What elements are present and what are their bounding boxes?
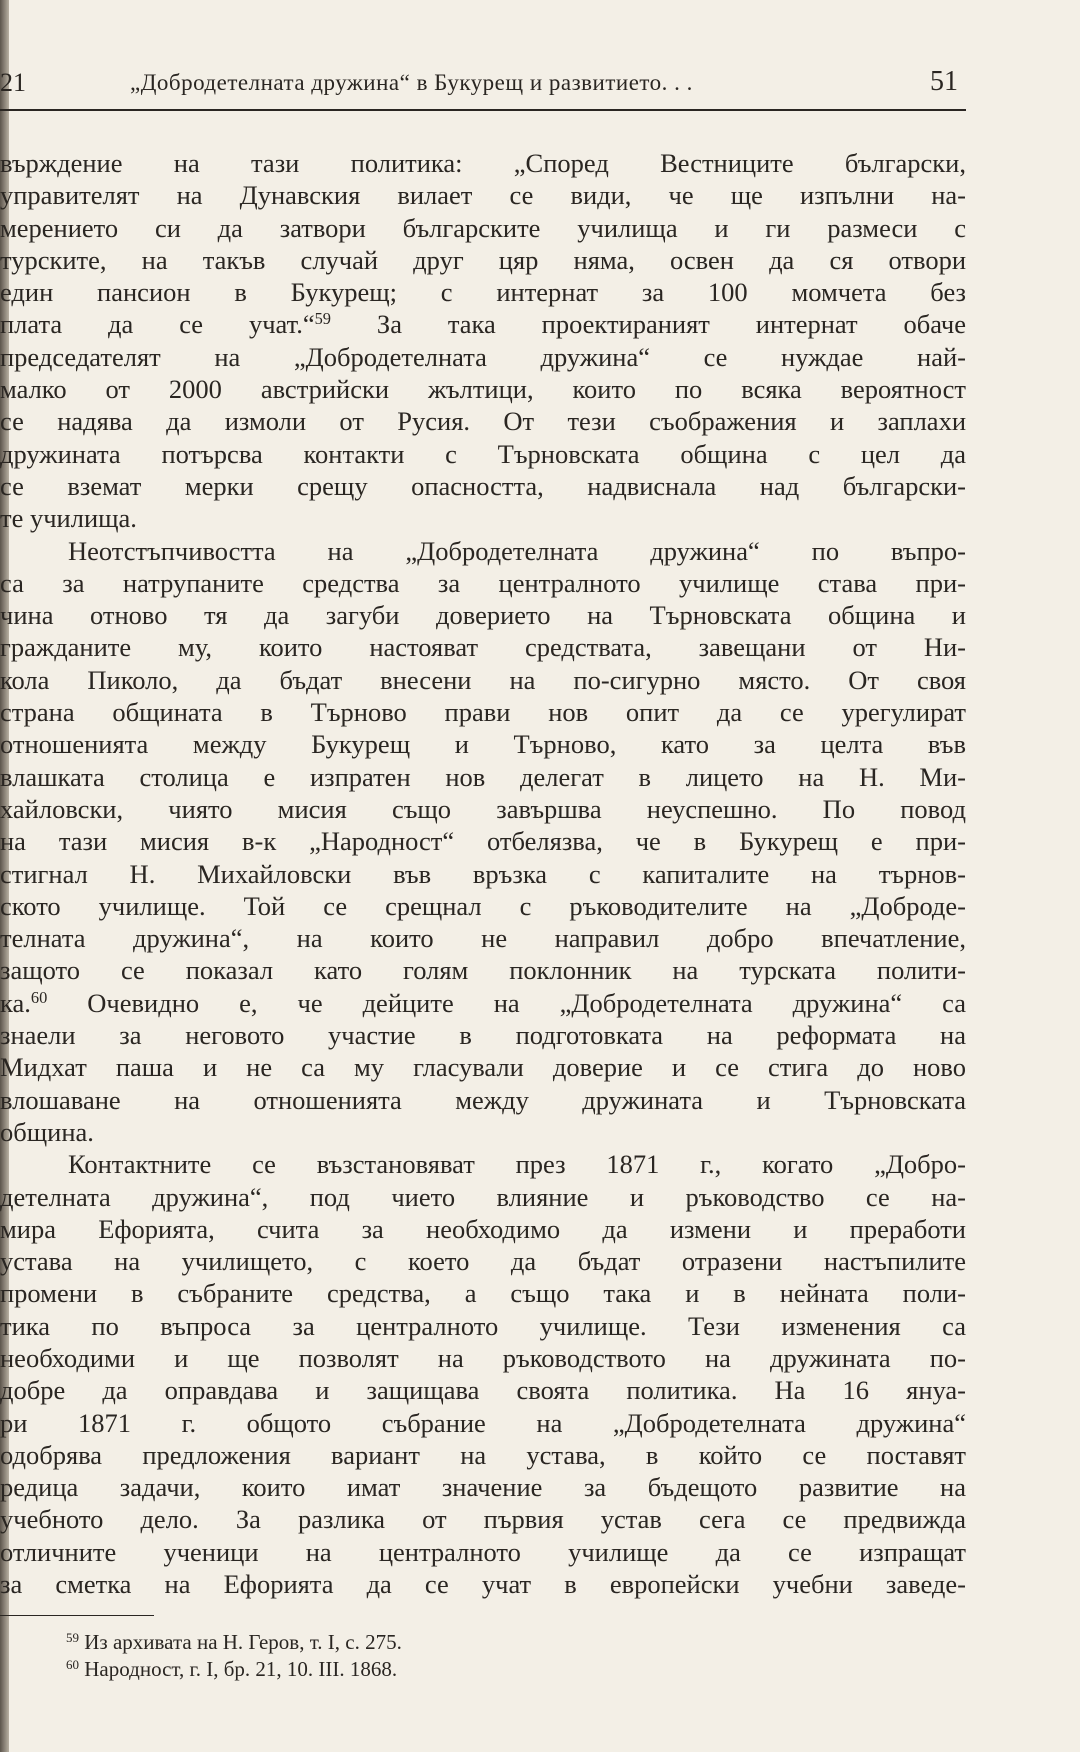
text-line-content: дружината потърсва контакти с Търновската община с цел да: [0, 438, 966, 469]
text-line-content: ското училище. Той се срещнал с ръководителите на „Доброде-: [0, 890, 966, 921]
text-line-content: промени в събраните средства, а също така и в нейната поли-: [0, 1278, 966, 1309]
footnote: [66, 1656, 946, 1683]
text-line-content: председателят на „Добродетелната дружина“ се нуждае най-: [0, 341, 966, 372]
text-line-content: тика по въпроса за централното училище. Тези изменения са: [0, 1310, 966, 1341]
text-line: [0, 987, 966, 1019]
text-line: [0, 1148, 966, 1180]
text-line: [0, 438, 966, 470]
text-line-content: турските, на такъв случай друг цяр няма, освен да ся отвори: [0, 244, 966, 275]
text-line-content: устава на училището, с което да бъдат отразени настъпилите: [0, 1246, 966, 1277]
text-line: [0, 696, 966, 728]
text-line: [0, 308, 966, 340]
text-line: [0, 1568, 966, 1600]
text-line-content: отличните ученици на централното училище да се изпращат: [0, 1536, 966, 1567]
body-text: [0, 147, 966, 1600]
text-line-content: Неотстъпчивостта на „Добродетелната дружина“ по въпро-: [68, 535, 966, 566]
text-line: [0, 664, 966, 696]
text-line: [0, 825, 966, 857]
text-line: [0, 761, 966, 793]
text-line-content: за сметка на Ефорията да се учат в европейски учебни заведе-: [0, 1569, 966, 1600]
running-title: „Добродетелната дружина“ в Букурещ и развитието. . .: [130, 70, 693, 95]
text-line: [0, 1439, 966, 1471]
text-line-content: чина отново тя да загуби доверието на Търновската община и: [0, 600, 966, 631]
footnote-text: Народност, г. I, бр. 21, 10. III. 1868.: [79, 1657, 398, 1681]
text-line: [0, 212, 966, 244]
text-line-content: един пансион в Букурещ; с интернат за 100 момчета без: [0, 277, 966, 308]
text-line-content: Контактните се възстановяват през 1871 г., когато „Добро-: [68, 1149, 966, 1180]
page-number-left: 21: [0, 68, 26, 97]
text-line: [0, 1407, 966, 1439]
text-line: [0, 599, 966, 631]
text-line: [0, 1342, 966, 1374]
text-line-content: защото се показал като голям поклонник на турската полити-: [0, 955, 966, 986]
text-line-content: влошаване на отношенията между дружината и Търновската: [0, 1084, 966, 1115]
text-line: [0, 1277, 966, 1309]
text-line-content: учебното дело. За разлика от първия устав сега се предвижда: [0, 1504, 966, 1535]
text-line: [0, 1084, 966, 1116]
footnote-number: 60: [66, 1656, 80, 1672]
text-line-content: върждение на тази политика: „Според Вестниците български,: [0, 148, 966, 178]
text-line-content: плата да се учат.“: [0, 309, 315, 340]
text-line: [0, 535, 966, 567]
text-line-content: мира Ефорията, счита за необходимо да измени и преработи: [0, 1213, 966, 1244]
text-line: [0, 1503, 966, 1535]
text-line-content: са за натрупаните средства за централното училище става при-: [0, 567, 966, 598]
text-line-content: се надява да измоли от Русия. От тези съображения и заплахи: [0, 406, 966, 437]
text-line-content: ри 1871 г. общото събрание на „Добродетелната дружина“: [0, 1407, 966, 1438]
footnote-rule: [0, 1615, 154, 1616]
text-line: [0, 147, 966, 179]
text-line-content: управителят на Дунавския вилает се види, че ще изпълни на-: [0, 180, 966, 211]
text-line: [0, 341, 966, 373]
text-line-content: добре да оправдава и защищава своята политика. На 16 януа-: [0, 1375, 966, 1406]
text-line-content: Мидхат паша и не са му гласували доверие и се стига до ново: [0, 1052, 966, 1083]
text-line: [0, 567, 966, 599]
text-line-content: кола Пиколо, да бъдат внесени на по-сигурно място. От своя: [0, 664, 966, 695]
text-line-content: отношенията между Букурещ и Търново, като за целта във: [0, 729, 966, 760]
header-rule: [0, 109, 966, 111]
footnote: [66, 1629, 946, 1656]
footnotes: [66, 1629, 946, 1683]
text-line-continuation: Очевидно е, че дейците на „Добродетелната дружина“ са: [47, 987, 966, 1018]
text-line-content: ка.: [0, 987, 31, 1018]
text-line: [0, 502, 966, 534]
text-line: [0, 954, 966, 986]
text-line: [0, 1019, 966, 1051]
text-line: [0, 1536, 966, 1568]
footnote-text: Из архивата на Н. Геров, т. I, с. 275.: [79, 1630, 402, 1654]
footnote-marker: 60: [30, 987, 48, 1007]
text-line: [0, 1213, 966, 1245]
text-line-content: детелната дружина“, под чието влияние и ръководство се на-: [0, 1181, 966, 1212]
text-line: [0, 728, 966, 760]
text-line-content: одобрява предложения вариант на устава, в който се поставят: [0, 1439, 966, 1470]
text-line: [0, 890, 966, 922]
running-header: [0, 62, 966, 106]
text-line: [0, 1116, 966, 1148]
text-line-content: на тази мисия в-к „Народност“ отбелязва, че в Букурещ е при-: [0, 826, 966, 857]
text-line-content: стигнал Н. Михайловски във връзка с капиталите на търнов-: [0, 858, 966, 889]
text-line: [0, 1374, 966, 1406]
text-line-content: влашката столица е изпратен нов делегат в лицето на Н. Ми-: [0, 761, 966, 792]
text-line: [0, 405, 966, 437]
text-line: [0, 276, 966, 308]
text-line-content: се вземат мерки срещу опасността, надвиснала над български-: [0, 470, 966, 501]
text-line: [0, 1471, 966, 1503]
text-line-content: телната дружина“, на които не направил добро впечатление,: [0, 923, 966, 954]
text-line-content: редица задачи, които имат значение за бъдещото развитие на: [0, 1472, 966, 1503]
text-line-content: мерението си да затвори българските училища и ги размеси с: [0, 212, 966, 243]
text-line: [0, 244, 966, 276]
text-line: [0, 1245, 966, 1277]
text-line-content: знаели за неговото участие в подготовката на реформата на: [0, 1020, 966, 1051]
text-line-content: необходими и ще позволят на ръководството на дружината по-: [0, 1342, 966, 1373]
text-line: [0, 1181, 966, 1213]
text-line: [0, 793, 966, 825]
text-line-continuation: За така проектираният интернат обаче: [331, 309, 966, 340]
footnote-marker: 59: [314, 309, 332, 329]
text-line-content: страна общината в Търново прави нов опит да се урегулират: [0, 697, 966, 728]
text-line-content: те училища.: [0, 503, 137, 534]
text-line: [0, 1051, 966, 1083]
text-line: [0, 373, 966, 405]
text-line: [0, 631, 966, 663]
text-line-content: гражданите му, които настояват средствата, завещани от Ни-: [0, 632, 966, 663]
text-line-content: малко от 2000 австрийски жълтици, които по всяка вероятност: [0, 374, 966, 405]
text-line: [0, 179, 966, 211]
text-line: [0, 858, 966, 890]
text-line: [0, 470, 966, 502]
footnote-number: 59: [66, 1629, 80, 1645]
text-line: [0, 1310, 966, 1342]
text-line: [0, 922, 966, 954]
page-number: 51: [930, 66, 958, 97]
text-line-content: община.: [0, 1116, 94, 1147]
text-line-content: хайловски, чиято мисия също завършва неуспешно. По повод: [0, 793, 966, 824]
